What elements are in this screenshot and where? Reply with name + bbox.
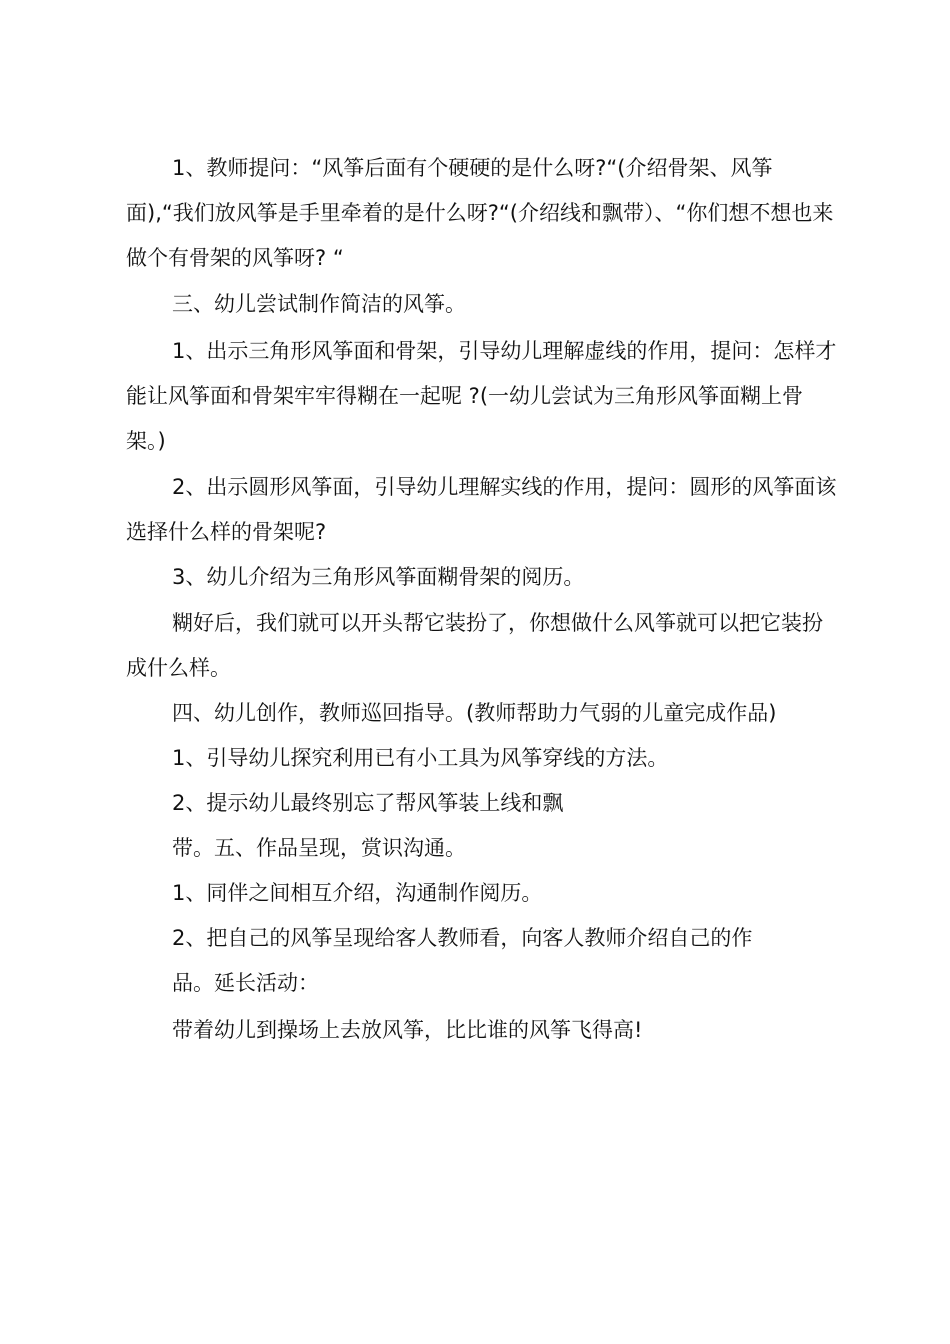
paragraph-teacher-questions: 1、教师提问：“风筝后面有个硬硬的是什么呀?“(介绍骨架、风筝面),“我们放风筝是手里牵着的是什么呀?“(介绍线和飘带）、“你们想不想也来做个有骨架的风筝呀? “ bbox=[126, 156, 834, 270]
paragraph-child-introduce: 3、幼儿介绍为三角形风筝面糊骨架的阅历。 bbox=[172, 565, 585, 589]
paragraph-decorate: 糊好后，我们就可以开头帮它装扮了，你想做什么风筝就可以把它装扮成什么样。 bbox=[126, 611, 823, 680]
paragraph-fly-kites: 带着幼儿到操场上去放风筝，比比谁的风筝飞得高! bbox=[172, 1018, 643, 1042]
heading-section-four: 四、幼儿创作，教师巡回指导。(教师帮助力气弱的儿童完成作品) bbox=[172, 701, 777, 725]
paragraph-triangle-kite: 1、出示三角形风筝面和骨架，引导幼儿理解虚线的作用，提问：怎样才能让风筝面和骨架牢牢得糊在一起呢 ?(一幼儿尝试为三角形风筝面糊上骨架。) bbox=[126, 339, 837, 453]
paragraph-show-guests: 2、把自己的风筝呈现给客人教师看，向客人教师介绍自己的作 bbox=[172, 926, 753, 950]
paragraph-peer-introduce: 1、同伴之间相互介绍，沟通制作阅历。 bbox=[172, 881, 543, 905]
paragraph-round-kite: 2、出示圆形风筝面，引导幼儿理解实线的作用，提问：圆形的风筝面该选择什么样的骨架呢? bbox=[126, 475, 837, 544]
paragraph-threading: 1、引导幼儿探究利用已有小工具为风筝穿线的方法。 bbox=[172, 746, 669, 770]
paragraph-reminder: 2、提示幼儿最终别忘了帮风筝装上线和飘 bbox=[172, 791, 564, 815]
heading-extension-activity: 品。延长活动： bbox=[172, 971, 319, 995]
heading-section-five: 带。五、作品呈现，赏识沟通。 bbox=[172, 836, 466, 860]
heading-section-three: 三、幼儿尝试制作简洁的风筝。 bbox=[172, 292, 466, 316]
